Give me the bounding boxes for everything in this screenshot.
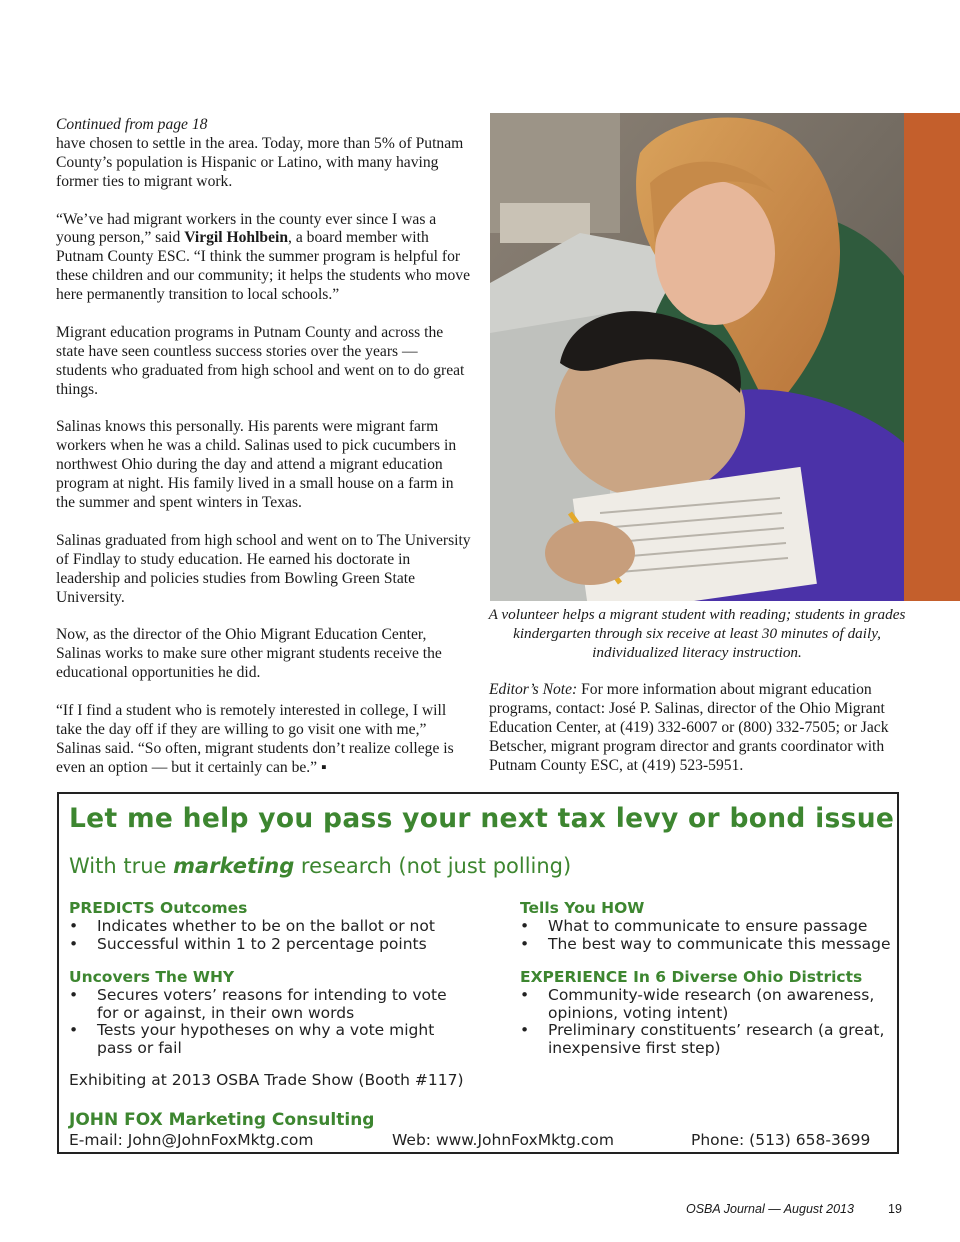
list-item: • The best way to communicate this message: [520, 936, 900, 954]
ad-sub-emphasis: marketing: [173, 854, 295, 878]
list-item: • What to communicate to ensure passage: [520, 918, 900, 936]
continued-note: Continued from page 18: [56, 116, 208, 133]
ad-section-predicts: [69, 900, 449, 953]
article-column: [56, 116, 472, 778]
ad-section-title: Tells You HOW: [520, 899, 645, 917]
ad-section-experience: [520, 969, 892, 1058]
ad-subheadline: [69, 854, 571, 878]
ad-company-name: JOHN FOX Marketing Consulting: [69, 1110, 375, 1130]
editor-note: [489, 681, 901, 776]
ad-website[interactable]: Web: www.JohnFoxMktg.com: [392, 1131, 615, 1149]
ad-headline: Let me help you pass your next tax levy or bond issue: [69, 803, 895, 834]
article-paragraph-4: Salinas knows this personally. His parents were migrant farm workers when he was a child. Salinas used to pick cucumbers in northwest Ohio during the day and attend a migrant education program at night. His family lived in a small house on a farm in the summer and spent winters in Texas.: [56, 418, 457, 512]
ad-section-title: Uncovers The WHY: [69, 968, 235, 986]
ad-section-tells-you-how: [520, 900, 900, 953]
list-item: • Tests your hypotheses on why a vote might pass or fail: [69, 1022, 449, 1058]
list-item: • Community-wide research (on awareness, opinions, voting intent): [520, 987, 892, 1023]
article-paragraph-3: Migrant education programs in Putnam County and across the state have seen countless success stories over the years — students who graduated from high school and went on to do great things.: [56, 323, 465, 398]
quote-text-a: “We’ve had migrant workers in the county ever since I was a young person,” said: [56, 210, 437, 247]
photo-volunteer-and-student: [490, 113, 904, 601]
ad-phone: Phone: (513) 658-3699: [691, 1131, 871, 1149]
ad-section-uncovers-why: [69, 969, 449, 1058]
list-item: • Secures voters’ reasons for intending to vote for or against, in their own words: [69, 987, 449, 1023]
article-paragraph-1: have chosen to settle in the area. Today, more than 5% of Putnam County’s population is Hispanic or Latino, with many having former ties to migrant work.: [56, 134, 464, 190]
list-item: • Successful within 1 to 2 percentage points: [69, 936, 449, 954]
article-paragraph-6: Now, as the director of the Ohio Migrant Education Center, Salinas works to make sure other migrant students receive the educational opportunities he did.: [56, 626, 442, 682]
list-item: • Preliminary constituents’ research (a great, inexpensive first step): [520, 1022, 892, 1058]
ad-section-title: PREDICTS Outcomes: [69, 899, 248, 917]
ad-sub-post: research (not just polling): [294, 854, 572, 878]
accent-bar: [904, 113, 960, 601]
advertisement-box: [57, 792, 899, 1154]
footer-journal-title: OSBA Journal — August 2013: [686, 1202, 854, 1216]
photo-illustration: [490, 113, 904, 601]
ad-section-title: EXPERIENCE In 6 Diverse Ohio Districts: [520, 968, 863, 986]
person-name: Virgil Hohlbein: [184, 229, 289, 247]
article-paragraph-5: Salinas graduated from high school and went on to The University of Findlay to study education. He earned his doctorate in leadership and policies studies from Bowling Green State University.: [56, 531, 471, 606]
photo-caption: A volunteer helps a migrant student with reading; students in grades kindergarten through six receive at least 30 minutes of daily, individualized literacy instruction.: [488, 606, 906, 661]
article-paragraph-7: “If I find a student who is remotely interested in college, I will take the day off if they are willing to go visit one with me,” Salinas said. “So often, migrant students don’t realize college is even an option — but it certainly can be.” ▪: [56, 702, 454, 776]
editor-note-label: Editor’s Note:: [489, 681, 578, 698]
ad-email[interactable]: E-mail: John@JohnFoxMktg.com: [69, 1131, 314, 1149]
ad-exhibit-note: Exhibiting at 2013 OSBA Trade Show (Booth #117): [69, 1071, 464, 1089]
article-paragraph-2: [56, 211, 472, 306]
list-item: • Indicates whether to be on the ballot or not: [69, 918, 449, 936]
quote-text-b: , a board member with Putnam County ESC. “I think the summer program is helpful for these children and our community; it helps the students who move here permanently transition to local schools.”: [56, 229, 471, 304]
ad-sub-pre: With true: [69, 854, 174, 878]
editor-note-text: For more information about migrant education programs, contact: José P. Salinas, director of the Ohio Migrant Education Center, at (419) 332-6007 or (800) 332-7505; or Jack Betscher, migrant program director and grants coordinator with Putnam County ESC, at (419) 523-5951.: [489, 681, 889, 774]
page-number: 19: [888, 1202, 902, 1216]
